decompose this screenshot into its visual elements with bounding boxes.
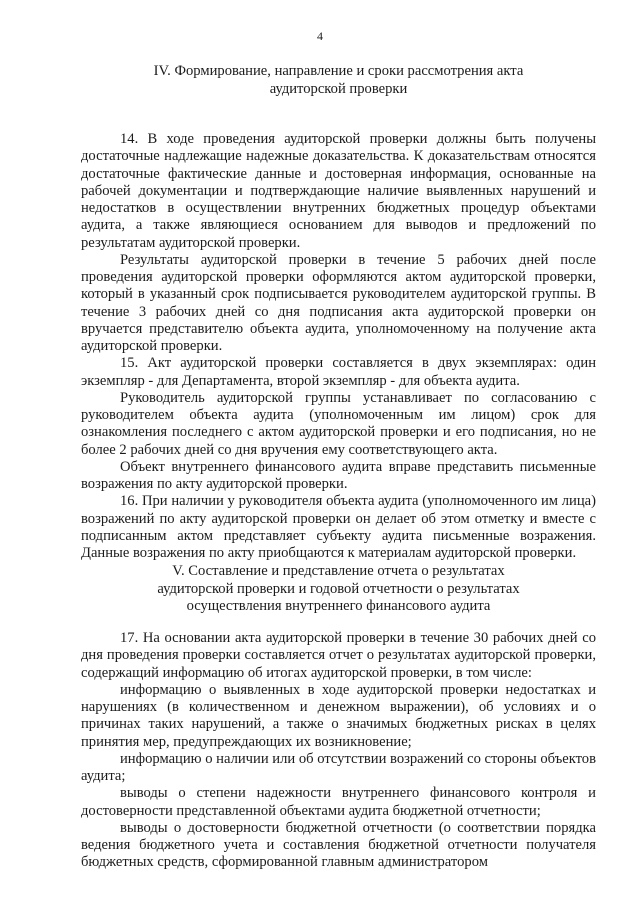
list-item-reliability: выводы о степени надежности внутреннего финансового контроля и достоверности представленной объектами аудита бюджетной отчетности;	[81, 785, 596, 819]
section-5-heading-line-2: аудиторской проверки и годовой отчетности о результатах	[157, 580, 520, 597]
list-item-objections: информацию о наличии или об отсутствии возражений со стороны объектов аудита;	[81, 750, 596, 784]
paragraph-17: 17. На основании акта аудиторской проверки в течение 30 рабочих дней со дня проведения проверки составляется отчет о результатах аудиторской проверки, содержащий информацию об итогах аудиторской проверки, в том числе:	[81, 630, 596, 681]
paragraph-14: 14. В ходе проведения аудиторской проверки должны быть получены достаточные надлежащие надежные доказательства. К доказательствам относятся достаточные фактические данные и достоверная информация, основанные на рабочей документации и подтверждающие наличие выявленных нарушений и недостатков в осуществлении внутренних бюджетных процедур объектами аудита, а также являющиеся основанием для выводов и предложений по результатам аудиторской проверки.	[81, 131, 596, 251]
paragraph-objection-right: Объект внутреннего финансового аудита вправе представить письменные возражения по акту аудиторской проверки.	[81, 458, 596, 492]
paragraph-15: 15. Акт аудиторской проверки составляется в двух экземплярах: один экземпляр - для Департамента, второй экземпляр - для объекта аудита.	[81, 355, 596, 389]
section-5-heading-line-1: V. Составление и представление отчета о результатах	[172, 563, 505, 579]
section-5-body	[81, 630, 596, 872]
paragraph-group-leader: Руководитель аудиторской группы устанавливает по согласованию с руководителем объекта аудита (уполномоченным им лицом) срок для ознакомления последнего с актом аудиторской проверки и его подписания, но не более 2 рабочих дней со дня вручения ему соответствующего акта.	[81, 389, 596, 458]
section-4-heading-line-2: аудиторской проверки	[269, 80, 408, 97]
section-4-heading	[81, 63, 596, 98]
section-4-body	[81, 131, 596, 562]
section-5-heading	[81, 563, 596, 616]
page-number: 4	[317, 29, 323, 43]
paragraph-results: Результаты аудиторской проверки в течение 5 рабочих дней после проведения аудиторской проверки оформляются актом аудиторской проверки, который в указанный срок подписывается руководителем аудиторской группы. В течение 3 рабочих дней со дня подписания акта аудиторской проверки он вручается представителю объекта аудита, уполномоченному на получение акта аудиторской проверки.	[81, 251, 596, 354]
section-4-heading-line-1: IV. Формирование, направление и сроки рассмотрения акта	[153, 63, 524, 79]
list-item-accuracy: выводы о достоверности бюджетной отчетности (о соответствии порядка ведения бюджетного учета и составления бюджетной отчетности получателя бюджетных средств, сформированной главным администратором	[81, 819, 596, 871]
list-item-deficiencies: информацию о выявленных в ходе аудиторской проверки недостатках и нарушениях (в количественном и денежном выражении), об условиях и о причинах таких нарушений, а также о значимых бюджетных рисках в целях принятия мер, предупреждающих их возникновение;	[81, 681, 596, 750]
paragraph-16: 16. При наличии у руководителя объекта аудита (уполномоченного им лица) возражений по акту аудиторской проверки он делает об этом отметку и вместе с подписанным актом представляет субъекту аудита письменные возражения. Данные возражения по акту приобщаются к материалам аудиторской проверки.	[81, 493, 596, 561]
section-5-heading-line-3: осуществления внутреннего финансового аудита	[186, 598, 491, 614]
